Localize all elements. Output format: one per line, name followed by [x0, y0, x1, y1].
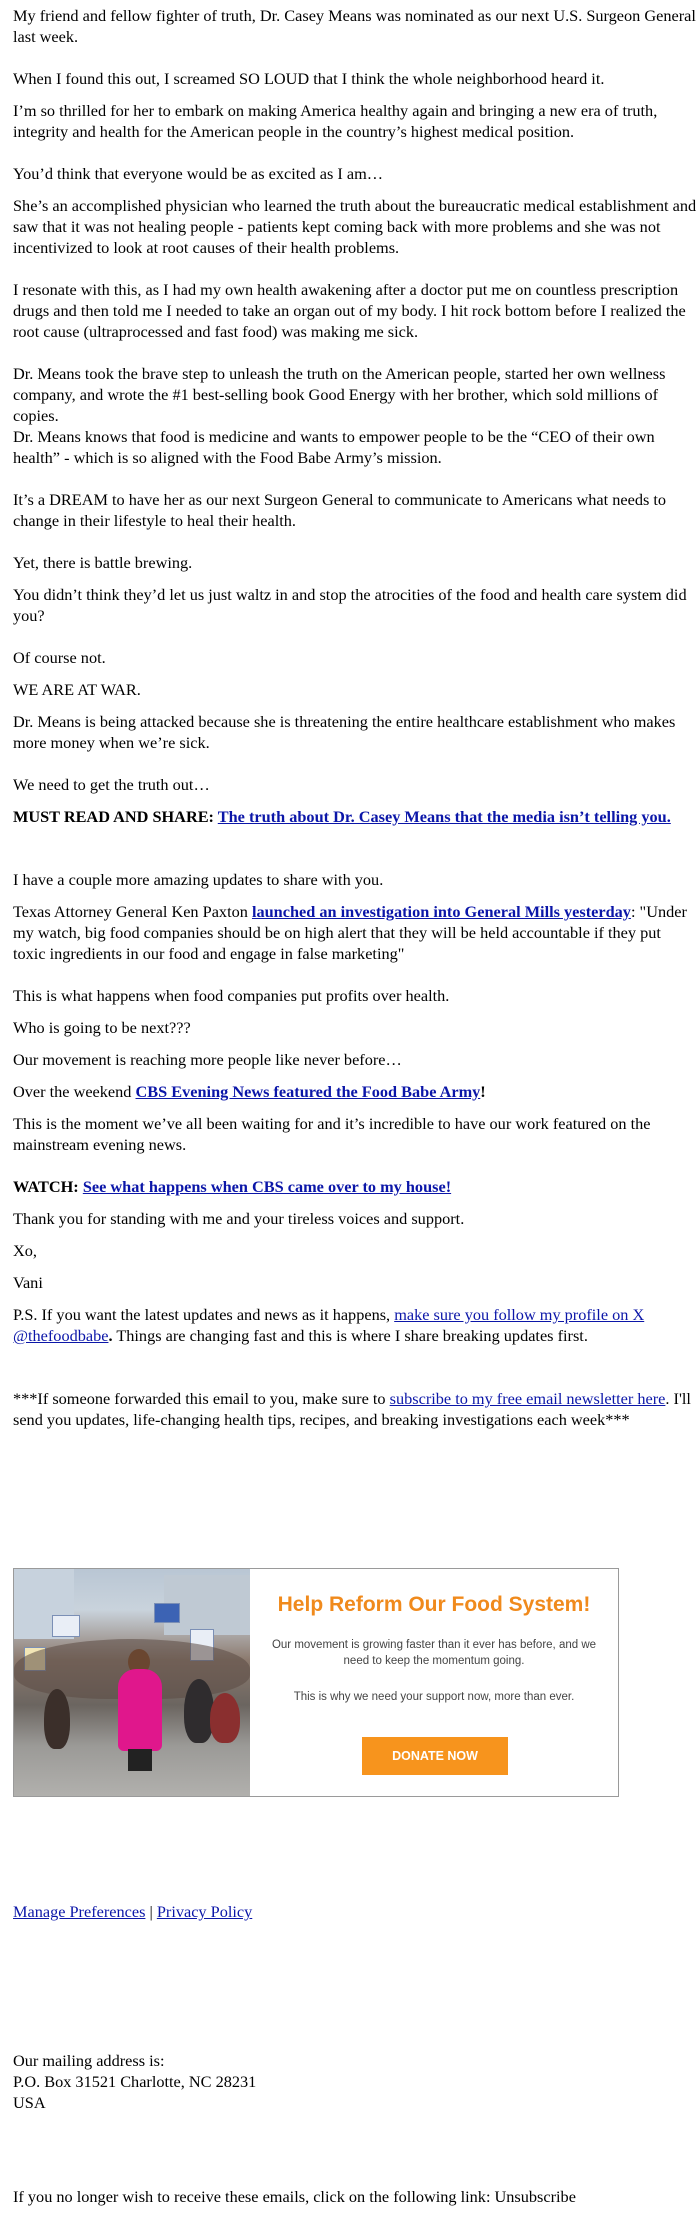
paragraph-nomination: My friend and fellow fighter of truth, Dr. Casey Means was nominated as our next U.S. Surgeon General last week. — [13, 6, 696, 46]
paragraph-excited: You’d think that everyone would be as excited as I am… — [13, 164, 384, 183]
donate-banner[interactable] — [13, 1568, 619, 1797]
paragraph-cbs-featured: Over the weekend CBS Evening News featured the Food Babe Army! — [13, 1082, 486, 1101]
paragraph-battle: Yet, there is battle brewing. — [13, 553, 193, 572]
footer-links: Manage Preferences | Privacy Policy — [13, 1902, 253, 1921]
paragraph-truth-out: We need to get the truth out… — [13, 775, 210, 794]
paragraph-of-course: Of course not. — [13, 648, 106, 667]
subscribe-newsletter-link[interactable]: subscribe to my free email newsletter here — [389, 1389, 666, 1408]
paragraph-ps: P.S. If you want the latest updates and news as it happens, make sure you follow my profile on X @thefoodbabe. Things are changing fast and this is where I share breaking updates first. — [13, 1305, 645, 1345]
donate-now-button[interactable]: DONATE NOW — [362, 1737, 508, 1775]
unsubscribe-text[interactable]: If you no longer wish to receive these emails, click on the following link: Unsubscribe — [13, 2187, 576, 2206]
signoff-xo: Xo, — [13, 1241, 37, 1260]
paragraph-waltz: You didn’t think they’d let us just waltz in and stop the atrocities of the food and health care system did you? — [13, 585, 687, 625]
banner-body: Our movement is growing faster than it ever has before, and we need to keep the momentum going. — [271, 1639, 597, 1667]
paragraph-updates: I have a couple more amazing updates to share with you. — [13, 870, 384, 889]
follow-on-x-link[interactable]: make sure you follow my profile on X @thefoodbabe — [13, 1305, 645, 1345]
paragraph-resonate: I resonate with this, as I had my own health awakening after a doctor put me on countless prescription drugs and then told me I needed to take an organ out of my body. I hit rock bottom before I realized the root cause (ultraprocessed and fast food) was making me sick. — [13, 280, 686, 341]
watch-label: WATCH: — [13, 1177, 83, 1196]
paragraph-food-medicine: Dr. Means knows that food is medicine and wants to empower people to be the “CEO of their own health” - which is so aligned with the Food Babe Army’s mission. — [13, 427, 655, 467]
paragraph-war: WE ARE AT WAR. — [13, 680, 141, 699]
paragraph-must-read — [13, 807, 697, 828]
mailing-address-label: Our mailing address is: — [13, 2051, 165, 2070]
must-read-label: MUST READ AND SHARE: — [13, 807, 218, 826]
truth-about-casey-link[interactable]: The truth about Dr. Casey Means that the media isn’t telling you. — [217, 807, 671, 826]
general-mills-investigation-link[interactable]: launched an investigation into General Mills yesterday — [251, 902, 631, 921]
paragraph-who-next: Who is going to be next??? — [13, 1018, 191, 1037]
cbs-evening-news-link[interactable]: CBS Evening News featured the Food Babe Army — [135, 1082, 481, 1101]
paragraph-scream: When I found this out, I screamed SO LOUD that I think the whole neighborhood heard it. — [13, 69, 605, 88]
paragraph-forwarded: ***If someone forwarded this email to you, make sure to subscribe to my free email newsletter here. I'll send you updates, life-changing health tips, recipes, and breaking investigations each week*** — [13, 1389, 691, 1429]
paragraph-moment: This is the moment we’ve all been waiting for and it’s incredible to have our work featured on the mainstream evening news. — [13, 1114, 651, 1154]
privacy-policy-link[interactable]: Privacy Policy — [156, 1902, 253, 1921]
banner-title: Help Reform Our Food System! — [277, 1593, 591, 1616]
mailing-address-line1: P.O. Box 31521 Charlotte, NC 28231 — [13, 2072, 257, 2091]
rally-photo — [14, 1569, 250, 1796]
banner-body-2: This is why we need your support now, more than ever. — [293, 1691, 575, 1703]
paragraph-paxton: Texas Attorney General Ken Paxton launched an investigation into General Mills yesterday: "Under my watch, big food companies should be on high alert that they will be held accountable if they put toxic ingredients in our food and engage in false marketing" — [13, 902, 687, 963]
paragraph-profits: This is what happens when food companies put profits over health. — [13, 986, 450, 1005]
paragraph-physician: She’s an accomplished physician who learned the truth about the bureaucratic medical establishment and saw that it was not healing people - patients kept coming back with more problems and she was not incentivized to look at root causes of their health problems. — [13, 196, 697, 257]
paragraph-watch — [13, 1177, 697, 1198]
paragraph-thrilled: I’m so thrilled for her to embark on making America healthy again and bringing a new era of truth, integrity and health for the American people in the country’s highest medical position. — [13, 101, 658, 141]
manage-preferences-link[interactable]: Manage Preferences — [13, 1902, 146, 1921]
paragraph-movement: Our movement is reaching more people like never before… — [13, 1050, 402, 1069]
signoff-name: Vani — [13, 1273, 43, 1292]
paragraph-thank-you: Thank you for standing with me and your tireless voices and support. — [13, 1209, 465, 1228]
mailing-address-line2: USA — [13, 2093, 46, 2112]
cbs-house-video-link[interactable]: See what happens when CBS came over to my house! — [82, 1177, 452, 1196]
paragraph-dream: It’s a DREAM to have her as our next Surgeon General to communicate to Americans what needs to change in their lifestyle to heal their health. — [13, 490, 667, 530]
paragraph-attacked: Dr. Means is being attacked because she is threatening the entire healthcare establishment who makes more money when we’re sick. — [13, 712, 676, 752]
paragraph-brave-step: Dr. Means took the brave step to unleash the truth on the American people, started her own wellness company, and wrote the #1 best-selling book Good Energy with her brother, which sold millions of copies. — [13, 364, 666, 425]
